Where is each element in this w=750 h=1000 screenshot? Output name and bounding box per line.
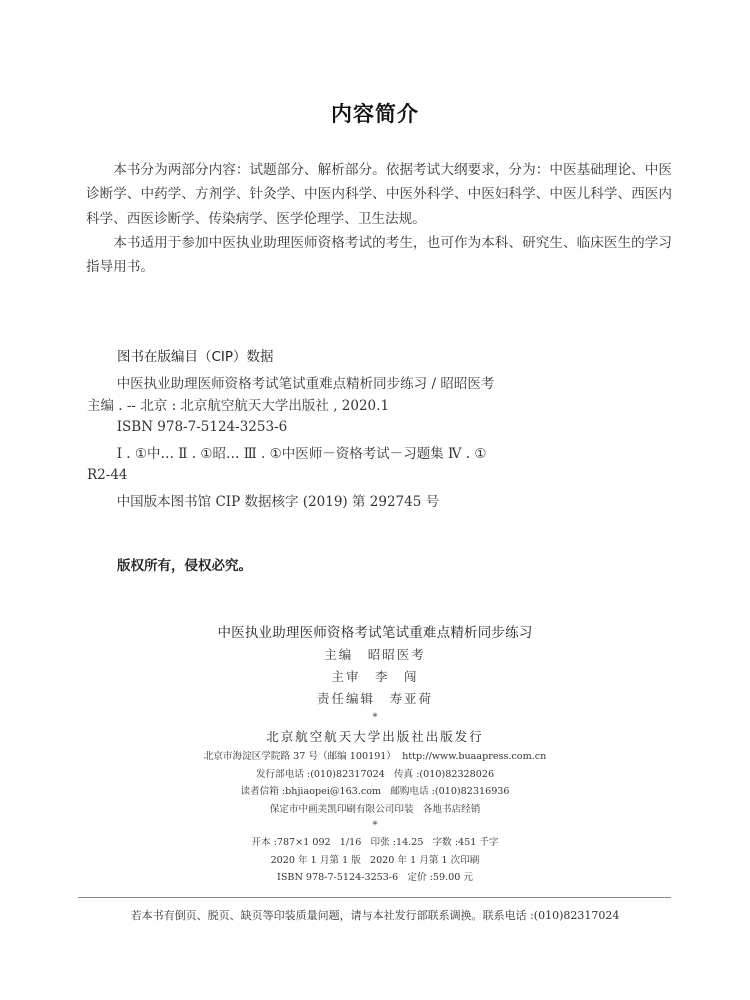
colophon-separator: * <box>372 712 378 723</box>
cip-isbn: ISBN 978-7-5124-3253-6 <box>116 419 288 435</box>
page-title: 内容简介 <box>331 101 419 126</box>
colophon-isbn-price: ISBN 978-7-5124-3253-6 定价 :59.00 元 <box>277 872 473 883</box>
colophon-printer: 保定市中画美凯印刷有限公司印装 各地书店经销 <box>269 803 481 815</box>
colophon-edition: 2020 年 1 月第 1 版 2020 年 1 月第 1 次印刷 <box>270 854 480 866</box>
colophon-book-title: 中医执业助理医师资格考试笔试重难点精析同步练习 <box>217 625 533 641</box>
colophon-publisher: 北京航空航天大学出版社出版发行 <box>266 729 484 744</box>
introduction-section <box>86 158 672 279</box>
colophon-chief-editor: 主编 昭昭医考 <box>324 647 426 662</box>
colophon-specs: 开本 :787×1 092 1/16 印张 :14.25 字数 :451 千字 <box>251 837 499 848</box>
quality-notice: 若本书有倒页、脱页、缺页等印装质量问题，请与本社发行部联系调换。联系电话 :(010)82317024 <box>130 909 620 922</box>
intro-paragraph: 本书适用于参加中医执业助理医师资格考试的考生，也可作为本科、研究生、临床医生的学习指导用书。 <box>86 234 672 276</box>
colophon-separator: * <box>372 820 378 831</box>
colophon-responsible-editor: 责任编辑 寿亚荷 <box>316 691 433 706</box>
copyright-notice: 版权所有，侵权必究。 <box>117 558 252 574</box>
colophon-phones: 发行部电话 :(010)82317024 传真 :(010)82328026 <box>255 768 495 780</box>
colophon-chief-reviewer: 主审 李 闯 <box>331 669 419 684</box>
colophon-address: 北京市海淀区学院路 37 号（邮编 100191） http://www.buaapress.com.cn <box>203 751 547 762</box>
cip-heading: 图书在版编目（CIP）数据 <box>117 349 274 365</box>
colophon-email: 读者信箱 :bhjiaopei@163.com 邮购电话 :(010)82316936 <box>240 786 510 797</box>
cip-entry: 中医执业助理医师资格考试笔试重难点精析同步练习 / 昭昭医考主编 . -- 北京 : 北京航空航天大学出版社 , 2020.1 <box>87 376 495 414</box>
footer-divider <box>78 897 671 898</box>
intro-paragraph: 本书分为两部分内容：试题部分、解析部分。依据考试大纲要求，分为：中医基础理论、中医诊断学、中药学、方剂学、针灸学、中医内科学、中医外科学、中医妇科学、中医儿科学、西医内科学、西医诊断学、传染病学、医学伦理学、卫生法规。 <box>86 162 672 227</box>
cip-classification: Ⅰ . ①中… Ⅱ . ①昭… Ⅲ . ①中医师－资格考试－习题集 Ⅳ . ① R2-44 <box>87 445 487 483</box>
colophon <box>0 622 750 887</box>
cip-library-record: 中国版本图书馆 CIP 数据核字 (2019) 第 292745 号 <box>116 493 440 510</box>
cip-data-block <box>87 374 507 513</box>
